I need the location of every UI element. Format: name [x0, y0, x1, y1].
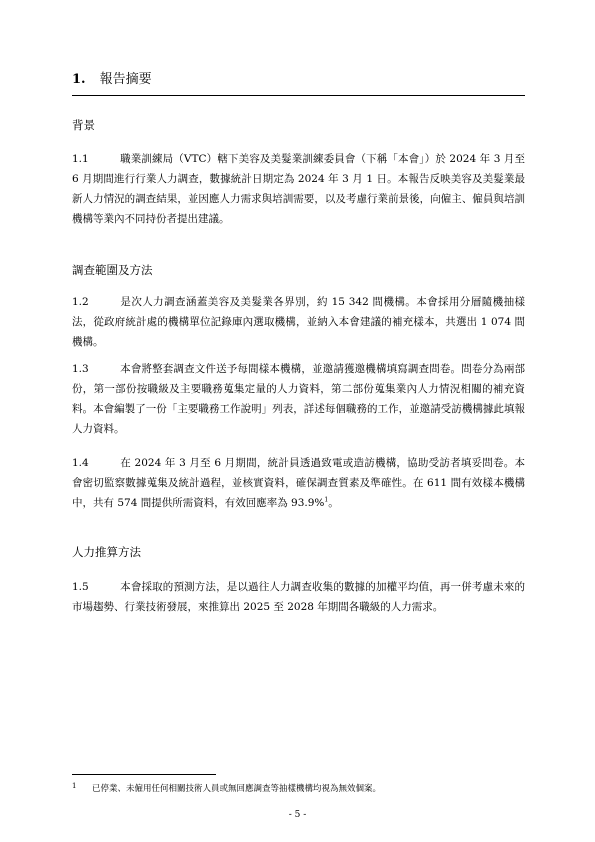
chapter-title-text: 報告摘要	[99, 72, 152, 87]
footnote	[72, 782, 381, 794]
chapter-title	[72, 68, 152, 87]
footnote-ref: 1	[324, 496, 329, 504]
section-heading-scope: 調查範圍及方法	[72, 263, 153, 277]
paragraph-number: 1.1	[72, 153, 89, 165]
chapter-number: 1.	[72, 72, 86, 87]
paragraph-tail: 。	[328, 497, 339, 509]
paragraph-text: 在 2024 年 3 月至 6 月期間，統計員透過致電或造訪機構，協助受訪者填妥問卷。本會密切監察數據蒐集及統計過程，並核實資料，確保調查質素及準確性。在 611 間有效樣本機構中，共有 574 間提供所需資料，有效回應率為 93.9%	[72, 457, 525, 509]
paragraph-1-4	[72, 453, 525, 513]
paragraph-number: 1.4	[72, 457, 89, 469]
paragraph-number: 1.5	[72, 581, 89, 593]
footnote-text: 已停業、未僱用任何相關技術人員或無回應調查等抽樣機構均視為無效個案。	[92, 784, 382, 794]
section-heading-forecast: 人力推算方法	[72, 545, 141, 559]
page-number: - 5 -	[288, 810, 307, 820]
paragraph-1-2	[72, 292, 525, 352]
paragraph-text: 本會將整套調查文件送予每間樣本機構，並邀請獲邀機構填寫調查問卷。問卷分為兩部份，第一部份按職級及主要職務蒐集定量的人力資料，第二部份蒐集業內人力情況相關的補充資料。本會編製了一份「主要職務工作說明」列表，詳述每個職務的工作，並邀請受訪機構據此填報人力資料。	[72, 363, 525, 435]
paragraph-1-5	[72, 577, 525, 617]
paragraph-number: 1.2	[72, 296, 89, 308]
paragraph-number: 1.3	[72, 363, 89, 375]
paragraph-text: 職業訓練局（VTC）轄下美容及美髮業訓練委員會（下稱「本會」）於 2024 年 3 月至 6 月期間進行行業人力調查，數據統計日期定為 2024 年 3 月 1 日。本報告反映美容及美髮業最新人力情況的調查結果，並因應人力需求與培訓需要，以及考慮行業前景後，向僱主、僱員與培訓機構等業內不同持份者提出建議。	[72, 153, 525, 225]
section-heading-background: 背景	[72, 118, 95, 132]
title-divider	[72, 95, 525, 96]
footnote-divider	[72, 774, 216, 775]
paragraph-text: 是次人力調查涵蓋美容及美髮業各界別，約 15 342 間機構。本會採用分層隨機抽樣法，從政府統計處的機構單位記錄庫內選取機構，並納入本會建議的補充樣本，共選出 1 074 間機構。	[72, 296, 525, 348]
paragraph-1-3	[72, 359, 525, 439]
footnote-number: 1	[72, 782, 77, 790]
paragraph-1-1	[72, 149, 525, 229]
paragraph-text: 本會採取的預測方法，是以過往人力調查收集的數據的加權平均值，再一併考慮未來的市場趨勢、行業技術發展，來推算出 2025 至 2028 年期間各職級的人力需求。	[72, 581, 525, 613]
